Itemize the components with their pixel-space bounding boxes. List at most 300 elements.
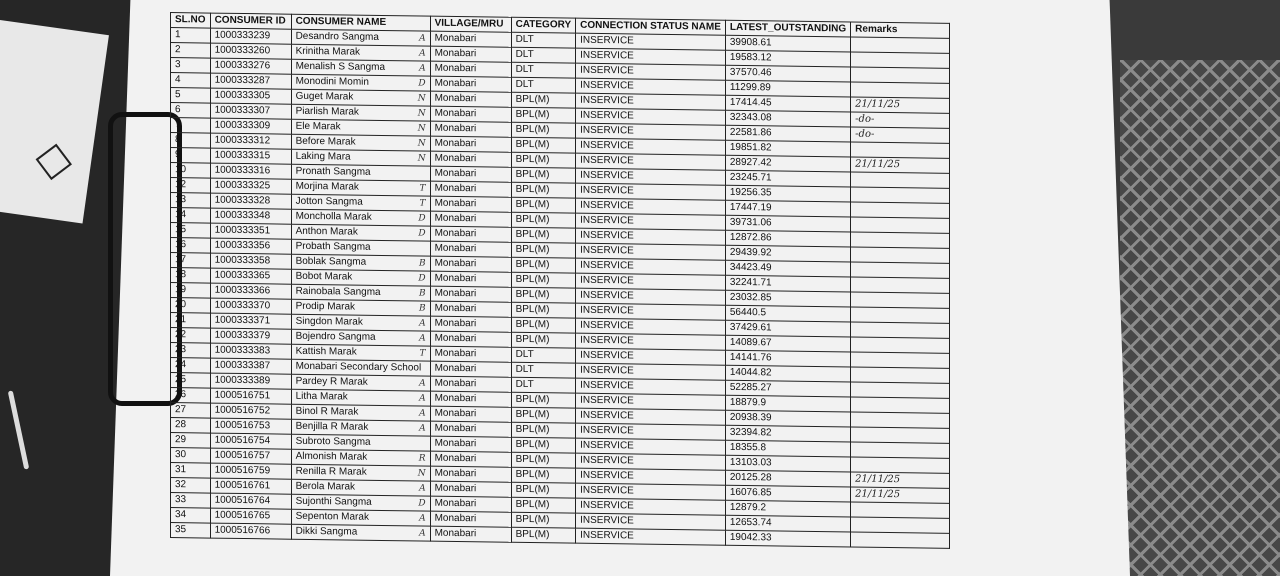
handwritten-mark: A	[419, 33, 426, 44]
cell-connection-status-text: INSERVICE	[580, 259, 634, 272]
cell-consumer-id-text: 1000516759	[214, 464, 271, 477]
cell-consumer-id-text: 1000333383	[214, 344, 271, 357]
cell-sl-no	[171, 148, 211, 164]
cell-latest-outstanding-text: 37570.46	[729, 66, 772, 79]
cell-remarks	[851, 412, 950, 428]
cell-consumer-name-text: Subroto Sangma	[295, 435, 371, 448]
cell-connection-status	[576, 258, 726, 275]
cell-latest-outstanding-text: 18879.9	[729, 396, 767, 409]
cell-sl-no-text: 32	[175, 479, 187, 491]
cell-remarks	[851, 127, 950, 143]
cell-consumer-id-text: 1000333287	[214, 74, 271, 87]
cell-remarks	[851, 307, 950, 323]
cell-category	[511, 512, 576, 528]
cell-remarks-text: 21/11/25	[855, 488, 901, 501]
cell-village-text: Monabari	[434, 257, 477, 270]
cell-sl-no	[171, 208, 211, 224]
cell-sl-no	[171, 223, 211, 239]
cell-category	[511, 47, 576, 63]
cell-latest-outstanding-text: 13103.03	[729, 456, 772, 469]
cell-consumer-id	[210, 493, 291, 509]
cell-consumer-name-text: Pronath Sangma	[295, 165, 371, 178]
cell-connection-status	[576, 393, 726, 410]
cell-village-text: Monabari	[434, 77, 477, 90]
cell-consumer-id-text: 1000333328	[214, 194, 271, 207]
cell-consumer-name	[291, 134, 430, 151]
cell-consumer-id	[210, 388, 291, 404]
cell-remarks	[851, 292, 950, 308]
cell-sl-no	[171, 433, 211, 449]
cell-connection-status	[576, 123, 726, 140]
handwritten-mark: A	[419, 408, 426, 419]
cell-sl-no-text: 12	[175, 179, 187, 191]
cell-remarks	[851, 457, 950, 473]
cell-village	[430, 346, 511, 362]
cell-consumer-id-text: 1000333315	[214, 149, 271, 162]
cell-consumer-id	[210, 313, 291, 329]
cell-consumer-name	[291, 59, 430, 76]
cell-village-text: Monabari	[434, 107, 477, 120]
cell-consumer-name	[291, 299, 430, 316]
cell-latest-outstanding	[725, 320, 850, 337]
cell-connection-status-text: INSERVICE	[580, 319, 634, 332]
cell-latest-outstanding-text: 17447.19	[729, 201, 772, 214]
cell-connection-status	[576, 288, 726, 305]
cell-connection-status	[576, 213, 726, 230]
cell-connection-status	[576, 168, 726, 185]
cell-consumer-name	[291, 149, 430, 166]
cell-connection-status	[576, 138, 726, 155]
cell-village	[430, 376, 511, 392]
cell-consumer-name-text: Anthon Marak	[295, 225, 358, 238]
cell-latest-outstanding	[725, 305, 850, 322]
handwritten-mark: N	[417, 138, 426, 149]
cell-remarks	[851, 367, 950, 383]
cell-sl-no	[171, 88, 211, 104]
cell-sl-no	[171, 298, 211, 314]
handwritten-mark: N	[417, 468, 426, 479]
cell-consumer-name-text: Piarlish Marak	[295, 105, 359, 118]
header-connection-status: CONNECTION STATUS NAME	[576, 18, 726, 35]
cell-consumer-name-text: Bobot Marak	[295, 270, 353, 283]
cell-consumer-name-text: Pardey R Marak	[295, 375, 368, 388]
cell-connection-status	[576, 303, 726, 320]
cell-latest-outstanding	[725, 155, 850, 172]
cell-connection-status-text: INSERVICE	[580, 79, 634, 92]
cell-sl-no-text: 15	[175, 224, 187, 236]
cell-consumer-name	[291, 104, 430, 121]
cell-consumer-id	[210, 418, 291, 434]
cell-consumer-id	[210, 358, 291, 374]
cell-village-text: Monabari	[434, 152, 477, 165]
cell-consumer-id-text: 1000333371	[214, 314, 271, 327]
cell-category-text: BPL(M)	[515, 468, 550, 481]
cell-consumer-name-text: Sepenton Marak	[295, 510, 369, 523]
cell-sl-no-text: 10	[175, 164, 187, 176]
cell-consumer-id-text: 1000516765	[214, 509, 271, 522]
cell-village-text: Monabari	[434, 407, 477, 420]
cell-village-text: Monabari	[434, 32, 477, 45]
cell-connection-status-text: INSERVICE	[580, 454, 634, 467]
cell-sl-no	[171, 403, 211, 419]
cell-remarks	[851, 187, 950, 203]
cell-sl-no-text: 23	[175, 344, 187, 356]
cell-consumer-id	[210, 343, 291, 359]
cell-connection-status-text: INSERVICE	[580, 514, 634, 527]
cell-latest-outstanding-text: 32394.82	[729, 426, 772, 439]
cell-latest-outstanding	[725, 200, 850, 217]
cell-latest-outstanding	[725, 530, 850, 547]
cell-consumer-id-text: 1000333379	[214, 329, 271, 342]
cell-category	[511, 242, 576, 258]
cell-village	[430, 271, 511, 287]
cell-category-text: DLT	[515, 348, 534, 361]
cell-category-text: BPL(M)	[515, 318, 550, 331]
handwritten-mark: D	[418, 498, 426, 509]
cell-village-text: Monabari	[434, 137, 477, 150]
cell-latest-outstanding	[725, 245, 850, 262]
header-sl-no: SL.NO	[171, 13, 211, 29]
cell-consumer-name	[291, 254, 430, 271]
cell-sl-no-text: 35	[175, 524, 187, 536]
cell-connection-status-text: INSERVICE	[580, 274, 634, 287]
cell-latest-outstanding-text: 14141.76	[729, 351, 772, 364]
cell-category-text: BPL(M)	[515, 333, 550, 346]
cell-connection-status-text: INSERVICE	[580, 34, 634, 47]
cell-connection-status-text: INSERVICE	[580, 184, 634, 197]
cell-connection-status-text: INSERVICE	[580, 409, 634, 422]
cell-sl-no-text: 25	[175, 374, 187, 386]
handwritten-mark: N	[417, 93, 426, 104]
cell-sl-no-text: 9	[175, 149, 181, 161]
cell-latest-outstanding	[725, 215, 850, 232]
cell-consumer-name	[291, 344, 430, 361]
cell-connection-status-text: INSERVICE	[580, 169, 634, 182]
cell-consumer-name-text: Laking Mara	[295, 150, 351, 163]
cell-remarks	[851, 112, 950, 128]
cell-connection-status	[576, 318, 726, 335]
cell-consumer-id-text: 1000516764	[214, 494, 271, 507]
cell-remarks	[851, 142, 950, 158]
cell-village	[430, 196, 511, 212]
cell-village	[430, 46, 511, 62]
cell-village	[430, 451, 511, 467]
handwritten-mark: A	[419, 48, 426, 59]
cell-village	[430, 496, 511, 512]
cell-consumer-name	[291, 359, 430, 376]
cell-sl-no	[171, 358, 211, 374]
cell-connection-status	[576, 528, 726, 545]
cell-latest-outstanding-text: 19583.12	[729, 51, 772, 64]
cell-remarks	[851, 37, 950, 53]
cell-category	[511, 347, 576, 363]
cell-sl-no	[171, 133, 211, 149]
cell-remarks	[851, 82, 950, 98]
cell-village	[430, 136, 511, 152]
cell-category	[511, 332, 576, 348]
handwritten-mark: A	[419, 393, 426, 404]
cell-sl-no-text: 26	[175, 389, 187, 401]
cell-village	[430, 421, 511, 437]
cell-category	[511, 272, 576, 288]
cell-remarks	[851, 217, 950, 233]
cell-category	[511, 107, 576, 123]
cell-village-text: Monabari	[434, 212, 477, 225]
cell-remarks-text: -do-	[855, 128, 875, 140]
cell-connection-status	[576, 408, 726, 425]
cell-latest-outstanding-text: 19042.33	[729, 531, 772, 544]
cell-connection-status	[576, 363, 726, 380]
cell-category-text: BPL(M)	[515, 273, 550, 286]
cell-category	[511, 467, 576, 483]
cell-latest-outstanding	[725, 410, 850, 427]
cell-connection-status	[576, 63, 726, 80]
cell-sl-no	[171, 478, 211, 494]
cell-connection-status-text: INSERVICE	[580, 394, 634, 407]
consumer-table	[170, 12, 950, 549]
handwritten-mark: T	[419, 183, 426, 194]
cell-latest-outstanding-text: 37429.61	[729, 321, 772, 334]
cell-village	[430, 121, 511, 137]
cell-latest-outstanding-text: 39731.06	[729, 216, 772, 229]
cell-village	[430, 166, 511, 182]
cell-category	[511, 92, 576, 108]
cell-village	[430, 61, 511, 77]
cell-village-text: Monabari	[434, 392, 477, 405]
cell-village-text: Monabari	[434, 347, 477, 360]
cell-latest-outstanding	[725, 65, 850, 82]
cell-consumer-id	[210, 28, 291, 44]
cell-village	[430, 406, 511, 422]
cell-connection-status-text: INSERVICE	[580, 49, 634, 62]
cell-category	[511, 212, 576, 228]
cell-village	[430, 151, 511, 167]
cell-sl-no-text: 2	[175, 44, 181, 56]
cell-connection-status	[576, 108, 726, 125]
cell-consumer-id	[210, 178, 291, 194]
cell-consumer-name-text: Krinitha Marak	[295, 45, 361, 58]
cell-consumer-id-text: 1000516761	[214, 479, 271, 492]
cell-consumer-name-text: Benjilla R Marak	[295, 420, 369, 433]
cell-consumer-id	[210, 118, 291, 134]
cell-sl-no	[171, 178, 211, 194]
cell-village	[430, 241, 511, 257]
cell-connection-status-text: INSERVICE	[580, 154, 634, 167]
cell-latest-outstanding-text: 16076.85	[729, 486, 772, 499]
cell-category-text: BPL(M)	[515, 258, 550, 271]
cell-category-text: BPL(M)	[515, 303, 550, 316]
cell-consumer-id	[210, 328, 291, 344]
cell-village-text: Monabari	[434, 422, 477, 435]
cell-sl-no	[171, 493, 211, 509]
cell-connection-status	[576, 513, 726, 530]
woven-chair-mesh	[1120, 60, 1280, 576]
cell-consumer-id	[210, 373, 291, 389]
cell-sl-no-text: 3	[175, 59, 181, 71]
handwritten-mark: A	[419, 318, 426, 329]
cell-category-text: BPL(M)	[515, 483, 550, 496]
cell-village	[430, 181, 511, 197]
cell-connection-status	[576, 33, 726, 50]
cell-consumer-name	[291, 329, 430, 346]
cell-sl-no-text: 28	[175, 419, 187, 431]
cell-latest-outstanding	[725, 140, 850, 157]
handwritten-mark: B	[418, 303, 426, 314]
cell-category-text: DLT	[515, 48, 534, 61]
cell-sl-no-text: 20	[175, 299, 187, 311]
cell-consumer-name-text: Menalish S Sangma	[295, 60, 386, 74]
cell-latest-outstanding-text: 17414.45	[729, 96, 772, 109]
cell-sl-no	[171, 28, 211, 44]
cell-consumer-name	[291, 479, 430, 496]
cell-sl-no-text: 18	[175, 269, 187, 281]
cell-consumer-name	[291, 404, 430, 421]
cell-category-text: BPL(M)	[515, 213, 550, 226]
cell-village-text: Monabari	[434, 167, 477, 180]
cell-village-text: Monabari	[434, 227, 477, 240]
cell-consumer-id	[210, 433, 291, 449]
cell-category	[511, 77, 576, 93]
cell-consumer-id	[210, 268, 291, 284]
cell-category	[511, 422, 576, 438]
handwritten-mark: R	[418, 453, 426, 464]
cell-latest-outstanding	[725, 185, 850, 202]
cell-category-text: BPL(M)	[515, 243, 550, 256]
cell-latest-outstanding-text: 32241.71	[729, 276, 772, 289]
cell-connection-status	[576, 48, 726, 65]
cell-category-text: BPL(M)	[515, 393, 550, 406]
cell-remarks	[851, 442, 950, 458]
cell-consumer-id-text: 1000516766	[214, 524, 271, 537]
cell-remarks	[851, 397, 950, 413]
cell-remarks	[851, 517, 950, 533]
cell-latest-outstanding	[725, 470, 850, 487]
cell-village-text: Monabari	[434, 287, 477, 300]
cell-connection-status	[576, 483, 726, 500]
cell-category-text: BPL(M)	[515, 183, 550, 196]
cell-latest-outstanding	[725, 230, 850, 247]
cell-consumer-name	[291, 269, 430, 286]
handwritten-mark: T	[419, 198, 426, 209]
cell-consumer-name-text: Before Marak	[295, 135, 356, 148]
cell-remarks	[851, 262, 950, 278]
cell-consumer-name-text: Prodip Marak	[295, 300, 356, 313]
cell-category-text: BPL(M)	[515, 108, 550, 121]
cell-category	[511, 227, 576, 243]
cell-category-text: BPL(M)	[515, 288, 550, 301]
cell-consumer-id	[210, 253, 291, 269]
cell-connection-status-text: INSERVICE	[580, 484, 634, 497]
cell-sl-no-text: 16	[175, 239, 187, 251]
cell-sl-no-text: 5	[175, 89, 181, 101]
cell-remarks-text: 21/11/25	[855, 158, 901, 171]
cell-consumer-name-text: Jotton Sangma	[295, 195, 363, 208]
cell-category	[511, 362, 576, 378]
cell-sl-no	[171, 58, 211, 74]
cell-village	[430, 361, 511, 377]
cell-latest-outstanding	[725, 275, 850, 292]
cell-consumer-id	[210, 223, 291, 239]
cell-consumer-id	[210, 148, 291, 164]
cell-connection-status	[576, 468, 726, 485]
cell-category	[511, 182, 576, 198]
cell-village-text: Monabari	[434, 62, 477, 75]
cell-category-text: BPL(M)	[515, 453, 550, 466]
cell-category	[511, 287, 576, 303]
cell-connection-status-text: INSERVICE	[580, 379, 634, 392]
cell-consumer-id-text: 1000333387	[214, 359, 271, 372]
cell-connection-status	[576, 198, 726, 215]
cell-category	[511, 32, 576, 48]
cell-consumer-id-text: 1000333351	[214, 224, 271, 237]
cell-village	[430, 391, 511, 407]
cell-latest-outstanding	[725, 110, 850, 127]
cell-sl-no	[171, 118, 211, 134]
cell-sl-no-text: 29	[175, 434, 187, 446]
header-category: CATEGORY	[511, 17, 576, 33]
handwritten-mark: A	[419, 378, 426, 389]
cell-consumer-name-text: Dikki Sangma	[295, 525, 358, 538]
cell-category-text: BPL(M)	[515, 498, 550, 511]
cell-connection-status	[576, 243, 726, 260]
handwritten-mark: B	[418, 288, 426, 299]
cell-consumer-name	[291, 314, 430, 331]
handwritten-mark: A	[419, 63, 426, 74]
cell-remarks	[851, 52, 950, 68]
cell-latest-outstanding	[725, 335, 850, 352]
cell-consumer-id-text: 1000333348	[214, 209, 271, 222]
cell-latest-outstanding-text: 12879.2	[729, 501, 767, 514]
cell-consumer-name-text: Bojendro Sangma	[295, 330, 376, 343]
cell-connection-status	[576, 93, 726, 110]
cell-consumer-name	[291, 509, 430, 526]
cell-category	[511, 302, 576, 318]
cell-category	[511, 167, 576, 183]
cell-consumer-id	[210, 103, 291, 119]
cell-category	[511, 257, 576, 273]
cell-connection-status	[576, 153, 726, 170]
cell-category	[511, 317, 576, 333]
cell-sl-no	[171, 463, 211, 479]
cell-sl-no	[171, 523, 211, 539]
cell-connection-status-text: INSERVICE	[580, 214, 634, 227]
cell-consumer-id	[210, 208, 291, 224]
cell-category-text: BPL(M)	[515, 228, 550, 241]
cell-remarks	[851, 502, 950, 518]
cell-consumer-name	[291, 449, 430, 466]
cell-village-text: Monabari	[434, 437, 477, 450]
cell-consumer-id-text: 1000333307	[214, 104, 271, 117]
cell-village-text: Monabari	[434, 377, 477, 390]
handwritten-mark: D	[418, 213, 426, 224]
cell-sl-no	[171, 103, 211, 119]
cell-category-text: DLT	[515, 78, 534, 91]
cell-latest-outstanding	[725, 350, 850, 367]
cell-consumer-id-text: 1000516757	[214, 449, 271, 462]
cell-consumer-id-text: 1000333366	[214, 284, 271, 297]
cell-sl-no-text: 17	[175, 254, 187, 266]
cell-consumer-name	[291, 194, 430, 211]
cell-category-text: BPL(M)	[515, 408, 550, 421]
cell-latest-outstanding	[725, 485, 850, 502]
cell-consumer-name-text: Sujonthi Sangma	[295, 495, 372, 508]
cell-latest-outstanding	[725, 95, 850, 112]
cell-remarks	[851, 67, 950, 83]
cell-consumer-id-text: 1000333358	[214, 254, 271, 267]
cell-latest-outstanding-text: 28927.42	[729, 156, 772, 169]
cell-latest-outstanding	[725, 500, 850, 517]
cell-consumer-name	[291, 29, 430, 46]
